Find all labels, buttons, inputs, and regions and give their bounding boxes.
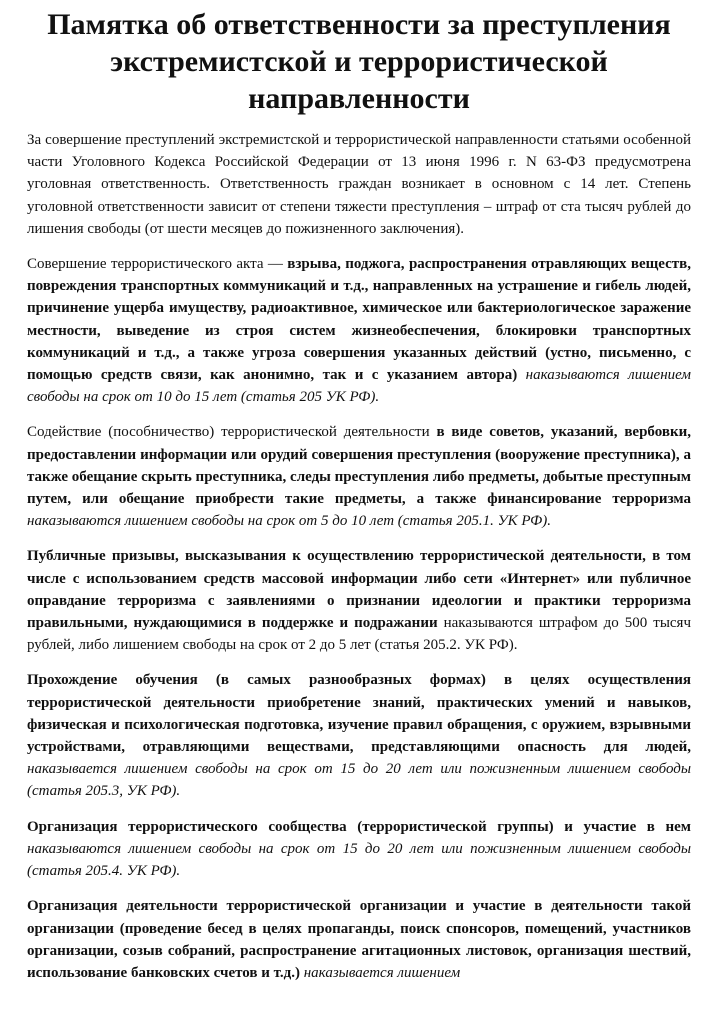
section-organization: [27, 895, 691, 984]
section-bold-text: взрыва, поджога, распространения отравляющих веществ, повреждения транспортных коммуникаций и т.д., направленных на устрашение и гибель людей, причинение ущерба имуществу, радиоактивное, химическое или бактериологическое заражение местности, выведение из строя систем жизнеобеспечения, блокировки транспортных коммуникаций и т.д., а также угроза совершения указанных действий (устно, письменно, с помощью средств связи, как анонимно, так и с указанием автора): [27, 256, 691, 384]
section-penalty: наказывается лишением свободы на срок от 15 до 20 лет или пожизненным лишением свободы (статья 205.3, УК РФ).: [27, 761, 691, 800]
intro-paragraph: За совершение преступлений экстремистской и террористической направленности статьями особенной части Уголовного Кодекса Российской Федерации от 13 июня 1996 г. N 63-ФЗ предусмотрена уголовная ответственность. Ответственность граждан возникает в основном с 14 лет. Степень уголовной ответственности зависит от степени тяжести преступления – штраф от ста тысяч рублей до лишения свободы (от шести месяцев до пожизненного заключения).: [27, 132, 691, 237]
section-complicity: [27, 421, 691, 532]
section-bold-text: Публичные призывы, высказывания к осуществлению террористической деятельности, в том числе с использованием средств массовой информации либо сети «Интернет» или публичное оправдание терроризма с заявлениями о признании идеологии и практики терроризма правильными, нуждающимися в поддержке и подражании: [27, 548, 691, 632]
section-training: [27, 669, 691, 802]
section-terrorist-act: [27, 253, 691, 408]
document-title: Памятка об ответственности за преступления экстремистской и террористической направленности: [47, 8, 671, 115]
section-penalty: наказываются лишением свободы на срок от 10 до 15 лет (статья 205 УК РФ).: [27, 367, 691, 406]
section-plain-text: наказываются штрафом до 500 тысяч рублей, либо лишением свободы на срок от 2 до 5 лет (статья 205.2. УК РФ).: [27, 615, 691, 654]
section-bold-text: Организация деятельности террористической организации и участие в деятельности такой организации (проведение бесед в целях пропаганды, поиск спонсоров, помещений, участников организации, созыв собраний, распространение агитационных листовок, организация шествий, использование банковских счетов и т.д.): [27, 898, 691, 981]
section-lead: Содействие (пособничество) террористической деятельности: [27, 424, 437, 441]
section-bold-text: в виде советов, указаний, вербовки, предоставлении информации или орудий совершения преступления (вооружение преступника), а также обещание скрыть преступника, следы преступления либо предметы, добытые преступным путем, или обещание приобрести такие предметы, а также финансирование терроризма: [27, 424, 691, 508]
section-community: [27, 816, 691, 883]
section-penalty: наказываются лишением свободы на срок от 5 до 10 лет (статья 205.1. УК РФ).: [27, 513, 551, 530]
section-public-calls: [27, 545, 691, 656]
section-lead: Совершение террористического акта —: [27, 256, 288, 273]
section-penalty: наказываются лишением свободы на срок от 15 до 20 лет или пожизненным лишением свободы (статья 205.4. УК РФ).: [27, 840, 691, 880]
section-bold-text: Прохождение обучения (в самых разнообразных формах) в целях осуществления террористической деятельности приобретение знаний, практических умений и навыков, физическая и психологическая подготовка, изучение правил обращения, с оружием, взрывными устройствами, отравляющими веществами, представляющими опасность для людей,: [27, 672, 691, 756]
section-bold-text: Организация террористического сообщества (террористической группы) и участие в нем: [27, 818, 691, 835]
section-penalty: наказывается лишением: [299, 964, 461, 981]
